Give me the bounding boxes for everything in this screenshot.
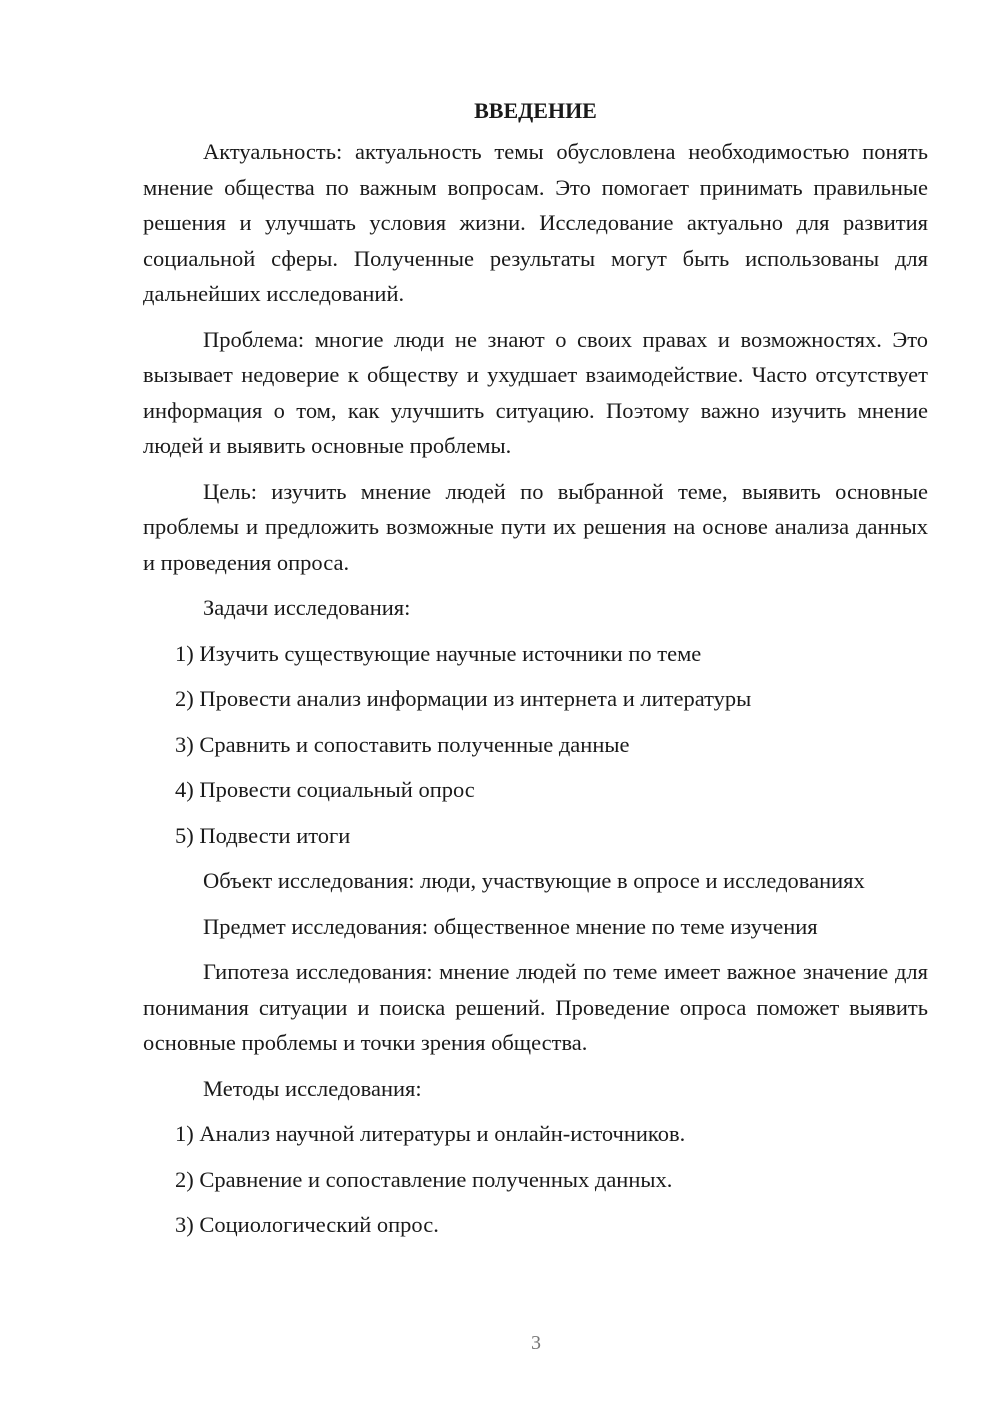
object-line: Объект исследования: люди, участвующие в опросе и исследованиях bbox=[203, 868, 865, 893]
methods-heading: Методы исследования: bbox=[203, 1075, 422, 1101]
page-number: 3 bbox=[531, 1332, 541, 1354]
list-item: 3) Социологический опрос. bbox=[175, 1212, 439, 1237]
list-item: 5) Подвести итоги bbox=[175, 822, 351, 848]
relevance-paragraph: Актуальность: актуальность темы обусловлена необходимостью понять мнение общества по важным вопросам. Это помогает принимать правильные решения и улучшать условия жизни. Исследование актуально для развития социальной сферы. Полученные результаты могут быть использованы для дальнейших исследований. bbox=[143, 139, 928, 306]
goal-paragraph: Цель: изучить мнение людей по выбранной теме, выявить основные проблемы и предложить возможные пути их решения на основе анализа данных и проведения опроса. bbox=[143, 478, 928, 575]
list-item: 2) Сравнение и сопоставление полученных данных. bbox=[175, 1166, 673, 1192]
list-item: 1) Изучить существующие научные источники по теме bbox=[175, 640, 702, 666]
tasks-heading: Задачи исследования: bbox=[203, 595, 411, 620]
list-item: 2) Провести анализ информации из интернета и литературы bbox=[175, 686, 752, 711]
document-page bbox=[143, 96, 928, 1253]
tasks-list bbox=[143, 636, 928, 854]
hypothesis-paragraph: Гипотеза исследования: мнение людей по теме имеет важное значение для понимания ситуации и поиска решений. Проведение опроса поможет выявить основные проблемы и точки зрения общества. bbox=[143, 959, 928, 1055]
list-item: 1) Анализ научной литературы и онлайн-источников. bbox=[175, 1121, 686, 1146]
document-title: ВВЕДЕНИЕ bbox=[474, 98, 597, 123]
methods-list bbox=[143, 1116, 928, 1243]
list-item: 3) Сравнить и сопоставить полученные данные bbox=[175, 731, 630, 757]
list-item: 4) Провести социальный опрос bbox=[175, 777, 475, 802]
subject-line: Предмет исследования: общественное мнение по теме изучения bbox=[203, 913, 818, 939]
problem-paragraph: Проблема: многие люди не знают о своих правах и возможностях. Это вызывает недоверие к обществу и ухудшает взаимодействие. Часто отсутствует информация о том, как улучшить ситуацию. Поэтому важно изучить мнение людей и выявить основные проблемы. bbox=[143, 326, 928, 458]
